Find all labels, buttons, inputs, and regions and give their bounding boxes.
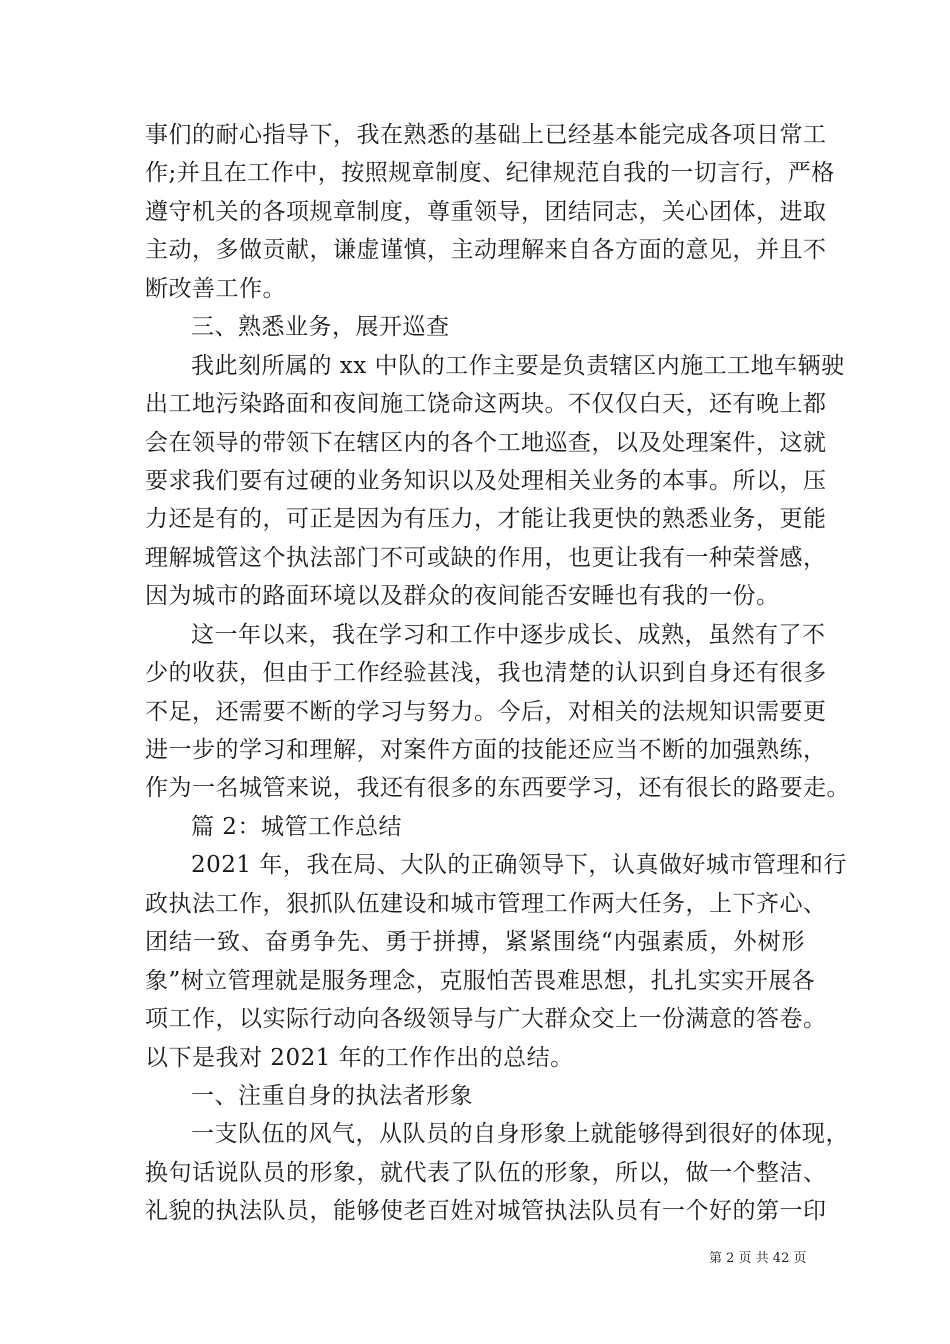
text-line: 主动，多做贡献，谦虚谨慎，主动理解来自各方面的意见，并且不: [145, 237, 827, 264]
text-line: 项工作，以实际行动向各级领导与广大群众交上一份满意的答卷。: [145, 1006, 827, 1033]
text-line: 理解城管这个执法部门不可或缺的作用，也更让我有一种荣誉感，: [145, 544, 827, 571]
text-line: 政执法工作，狠抓队伍建设和城市管理工作两大任务，上下齐心、: [145, 890, 827, 917]
text-line: 因为城市的路面环境以及群众的夜间能否安睡也有我的一份。: [145, 583, 780, 610]
text-line: 少的收获，但由于工作经验甚浅，我也清楚的认识到自身还有很多: [145, 660, 827, 687]
text-line: 要求我们要有过硬的业务知识以及处理相关业务的本事。所以，压: [145, 467, 827, 494]
text-line: 力还是有的，可正是因为有压力，才能让我更快的熟悉业务，更能: [145, 506, 827, 533]
text-line: 不足，还需要不断的学习与努力。今后，对相关的法规知识需要更: [145, 698, 827, 725]
text-line: 出工地污染路面和夜间施工饶命这两块。不仅仅白天，还有晚上都: [145, 391, 827, 418]
text-line: 一支队伍的风气，从队员的自身形象上就能够得到很好的体现，: [191, 1121, 849, 1148]
text-line: 团结一致、奋勇争先、勇于拼搏，紧紧围绕“内强素质，外树形: [145, 929, 805, 956]
text-line: 作;并且在工作中，按照规章制度、纪律规范自我的一切言行，严格: [145, 160, 835, 187]
text-line: 我此刻所属的 xx 中队的工作主要是负责辖区内施工工地车辆驶: [191, 352, 845, 379]
text-line: 作为一名城管来说，我还有很多的东西要学习，还有很长的路要走。: [145, 775, 850, 802]
text-line: 三、熟悉业务，展开巡查: [191, 314, 450, 341]
text-line: 会在领导的带领下在辖区内的各个工地巡查，以及处理案件，这就: [145, 429, 827, 456]
text-line: 换句话说队员的形象，就代表了队伍的形象，所以，做一个整洁、: [145, 1159, 827, 1186]
text-line: 2021 年，我在局、大队的正确领导下，认真做好城市管理和行: [191, 852, 847, 879]
text-line: 进一步的学习和理解，对案件方面的技能还应当不断的加强熟练，: [145, 737, 827, 763]
text-line: 这一年以来，我在学习和工作中逐步成长、成熟，虽然有了不: [191, 621, 826, 648]
text-line: 事们的耐心指导下，我在熟悉的基础上已经基本能完成各项日常工: [145, 122, 827, 148]
text-line: 遵守机关的各项规章制度，尊重领导，团结同志，关心团体，进取: [145, 198, 827, 225]
text-line: 象”树立管理就是服务理念，克服怕苦畏难思想，扎扎实实开展各: [145, 967, 816, 994]
text-line: 以下是我对 2021 年的工作作出的总结。: [145, 1044, 574, 1071]
text-line: 断改善工作。: [145, 275, 286, 302]
text-line: 礼貌的执法队员，能够使老百姓对城管执法队员有一个好的第一印: [145, 1198, 827, 1225]
document-body: [145, 116, 850, 1231]
text-line: 一、注重自身的执法者形象: [191, 1082, 473, 1109]
text-line: 篇 2：城管工作总结: [191, 813, 402, 840]
page-number: 第 2 页 共 42 页: [709, 1251, 807, 1266]
